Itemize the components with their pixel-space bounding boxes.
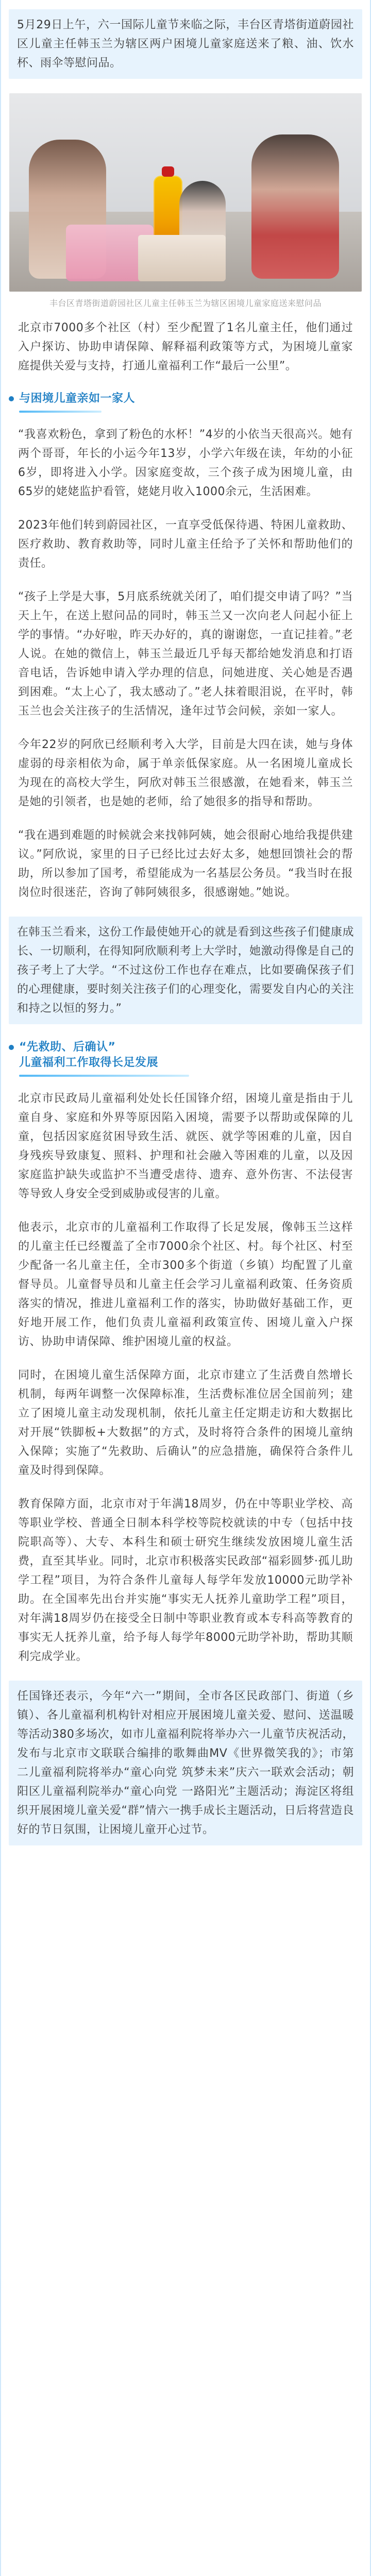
paragraph-10: 同时，在困境儿童生活保障方面，北京市建立了生活费自然增长机制，每两年调整一次保障标准，生活费标准位居全国前列；建立了困境儿童主动发现机制，依托儿童主任定期走访和大数据比对开展“铁脚板+大数据”的方式，及时将符合条件的困境儿童纳入保障；实施了“先救助、后确认”的应急措施，确保符合条件儿童及时得到保障。 (9, 1366, 362, 1480)
section-title-2-underline (19, 1075, 189, 1077)
photo-caption: 丰台区青塔街道蔚园社区儿童主任韩玉兰为辖区困境儿童家庭送来慰问品 (49, 298, 322, 308)
paragraph-5: 今年22岁的阿欣已经顺利考入大学，目前是大四在读，她与身体虚弱的母亲相依为命，属于单亲低保家庭。从一名困境儿童成长为现在的高校大学生，阿欣对韩玉兰很感激，在她看来，韩玉兰是她的引领者，也是她的老师，给了她很多的指导和帮助。 (9, 735, 362, 811)
section-title-2-line2: 儿童福利工作取得长足发展 (19, 1056, 159, 1069)
paragraph-6: “我在遇到难题的时候就会来找韩阿姨，她会很耐心地给我提供建议。”阿欣说，家里的日子已经比过去好太多，她想回馈社会的帮助，所以参加了国考，希望能成为一名基层公务员。“我当时在报岗位时很迷茫，咨询了韩阿姨很多，很感谢她。”她说。 (9, 826, 362, 902)
section-title-2 (19, 1040, 189, 1077)
circle-bullet-icon (9, 396, 14, 401)
gift-box (138, 235, 226, 281)
person-right (251, 134, 339, 279)
paragraph-4: “孩子上学是大事，5月底系统就关闭了，咱们提交申请了吗？”当天上午，在送上慰问品的同时，韩玉兰又一次向老人问起小征上学的事情。“办好啦，昨天办好的，真的谢谢您，一直记挂着。”老人说。在她的微信上，韩玉兰最近几乎每天都给她发消息和打语音电话，告诉她申请入学办理的信息，问她进度、关心她是否遇到困难。“太上心了，我太感动了。”老人抹着眼泪说，在平时，韩玉兰也会关注孩子的生活情况，逢年过节会问候，亲如一家人。 (9, 587, 362, 721)
paragraph-3: 2023年他们转到蔚园社区，一直享受低保待遇、特困儿童救助、医疗救助、教育救助等，同时儿童主任给予了关怀和帮助他们的责任。 (9, 516, 362, 573)
paragraph-7: 在韩玉兰看来，这份工作最使她开心的就是看到这些孩子们健康成长、一切顺利，在得知阿欣顺利考上大学时，她激动得像是自己的孩子考上了大学。“不过这份工作也存在难点，比如要确保孩子们的心理健康，要时刻关注孩子们的心理变化，需要发自内心的关注和持之以恒的努力。” (9, 917, 362, 1024)
circle-bullet-icon (9, 1045, 14, 1050)
section-title-1 (19, 391, 135, 413)
photo-block (9, 93, 362, 310)
section-header-2 (9, 1040, 362, 1077)
paragraph-8: 北京市民政局儿童福利处处长任国锋介绍，困境儿童是指由于儿童自身、家庭和外界等原因陷入困境，需要予以帮助或保障的儿童，包括因家庭贫困导致生活、就医、就学等困难的儿童，因自身残疾导致康复、照料、护理和社会融入等困难的儿童，以及因家庭监护缺失或监护不当遭受虐待、遗弃、意外伤害、不法侵害等导致人身安全受到威胁或侵害的儿童。 (9, 1089, 362, 1204)
paragraph-1: 北京市7000多个社区（村）至少配置了1名儿童主任，他们通过入户探访、协助申请保障、解释福利政策等方式，为困境儿童家庭提供关爱与支持，打通儿童福利工作“最后一公里”。 (9, 318, 362, 376)
section-title-2-line1: “先救助、后确认” (19, 1041, 116, 1054)
paragraph-12: 任国锋还表示，今年“六一”期间，全市各区民政部门、街道（乡镇）、各儿童福利机构针对相应开展困境儿童关爱、慰问、送温暖等活动380多场次，如市儿童福利院将举办六一儿童节庆祝活动，发布与北京市文联联合编排的歌舞曲MV《世界微笑我的》；市第二儿童福利院将举办“童心向党 筑梦未来”庆六一联欢会活动；朝阳区儿童福利院举办“童心向党 一路阳光”主题活动；海淀区将组织开展困境儿童关爱“群”情六一携手成长主题活动，日后将营造良好的节日氛围，让困境儿童开心过节。 (9, 1681, 362, 1845)
paragraph-9: 他表示，北京市的儿童福利工作取得了长足发展，像韩玉兰这样的儿童主任已经覆盖了全市7000余个社区、村。每个社区、村至少配备一名儿童主任，全市300多个街道（乡镇）均配置了儿童督导员。儿童督导员和儿童主任会学习儿童福利政策、任务资质落实的情况，推进儿童福利工作的落实，协助做好基础工作，更好地开展工作，他们负责儿童福利政策宣传、困境儿童入户探访、协助申请保障、维护困境儿童的权益。 (9, 1218, 362, 1351)
paragraph-2: “我喜欢粉色，拿到了粉色的水杯！”4岁的小依当天很高兴。她有两个哥哥，年长的小运今年13岁，小学六年级在读，年幼的小征6岁，即将进入小学。因家庭变故，三个孩子成为困境儿童，由65岁的姥姥监护看管，姥姥月收入1000余元，生活困难。 (9, 425, 362, 501)
news-photo (9, 93, 362, 292)
section-header-1 (9, 391, 362, 413)
section-title-1-underline (19, 411, 102, 413)
intro-paragraph: 5月29日上午，六一国际儿童节来临之际，丰台区青塔街道蔚园社区儿童主任韩玉兰为辖区两户困境儿童家庭送来了粮、油、饮水杯、雨伞等慰问品。 (9, 9, 362, 79)
paragraph-11: 教育保障方面，北京市对于年满18周岁，仍在中等职业学校、高等职业学校、普通全日制本科学校等院校就读的中专（包括中技院职高等）、大专、本科生和硕士研究生继续发放困境儿童生活费，直至其毕业。同时，北京市积极落实民政部“福彩圆梦·孤儿助学工程”项目，为符合条件儿童每人每学年发放10000元助学补助。在全国率先出台并实施“事实无人抚养儿童助学工程”项目，对年满18周岁仍在接受全日制中等职业教育或本专科高等教育的事实无人抚养儿童，给予每人每学年8000元助学补助，帮助其顺利完成学业。 (9, 1495, 362, 1666)
section-title-1-text: 与困境儿童亲如一家人 (19, 392, 136, 405)
